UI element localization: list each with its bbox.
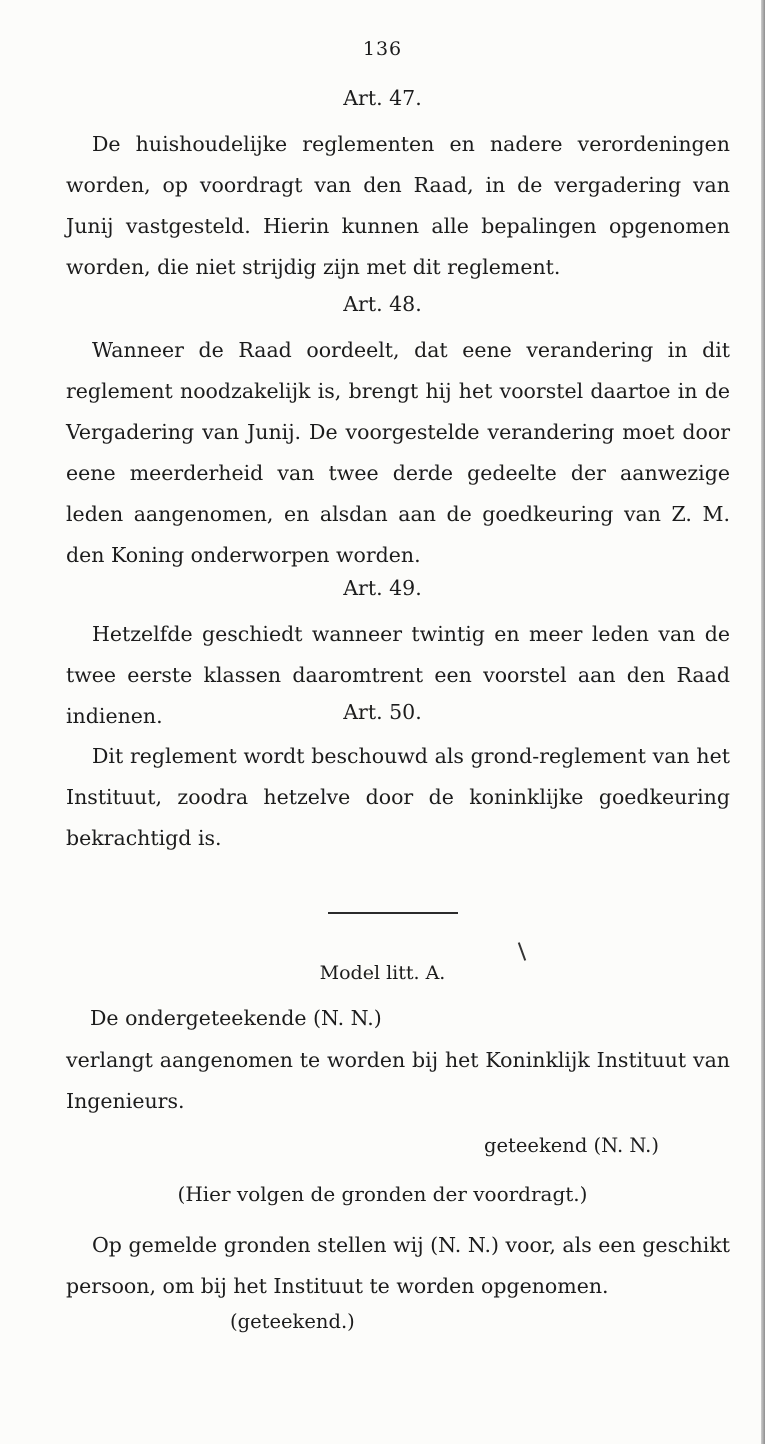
article-49-text: Hetzelfde geschiedt wanneer twintig en meer leden van de twee eerste klassen daaromtrent een voorstel aan den Raad indienen. (66, 622, 730, 728)
article-48-heading: Art. 48. (343, 292, 422, 316)
article-47-heading: Art. 47. (343, 86, 422, 110)
article-49-heading: Art. 49. (343, 576, 422, 600)
model-heading: Model litt. A. (319, 962, 446, 984)
model-undersigned-line: De ondergeteekende (N. N.) (90, 1006, 382, 1030)
model-proposal-text: Op gemelde gronden stellen wij (N. N.) voor, als een geschikt persoon, om bij het Instituut te worden opgenomen. (66, 1233, 730, 1298)
article-48-text: Wanneer de Raad oordeelt, dat eene verandering in dit reglement noodzakelijk is, brengt hij het voorstel daartoe in de Vergadering van Junij. De voorgestelde verandering moet door eene meerderheid van twee derde gedeelte der aanwezige leden aangenomen, en alsdan aan de goedkeuring van Z. M. den Koning onderworpen worden. (66, 338, 730, 567)
section-divider (328, 912, 458, 914)
model-request-text: verlangt aangenomen te worden bij het Koninklijk Instituut van Ingenieurs. (66, 1048, 730, 1113)
article-50-text: Dit reglement wordt beschouwd als grond-reglement van het Instituut, zoodra hetzelve door de koninklijke goedkeuring bekrachtigd is. (66, 744, 730, 850)
model-grounds-note: (Hier volgen de gronden der voordragt.) (177, 1182, 588, 1206)
article-50-heading: Art. 50. (343, 700, 422, 724)
model-signature-2: (geteekend.) (230, 1310, 355, 1333)
stray-ink-mark (518, 942, 526, 961)
page-number: 136 (362, 38, 403, 60)
article-47-text: De huishoudelijke reglementen en nadere verordeningen worden, op voordragt van den Raad, in de vergadering van Junij vastgesteld. Hierin kunnen alle bepalingen opgenomen worden, die niet strijdig zijn met dit reglement. (66, 132, 730, 279)
model-signature-1: geteekend (N. N.) (484, 1134, 659, 1157)
